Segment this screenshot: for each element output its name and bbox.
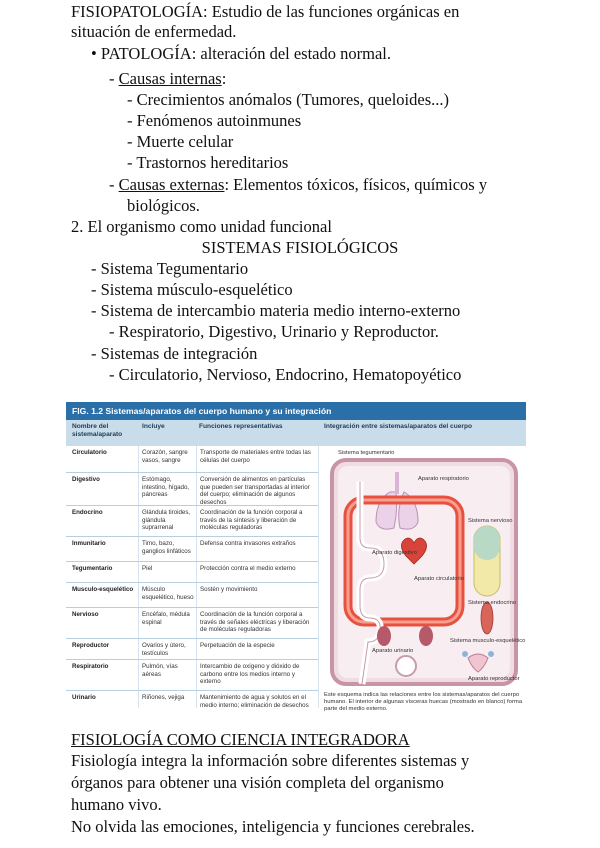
header-includes: Incluye: [142, 423, 165, 430]
row-includes: Estómago, intestino, hígado, páncreas: [142, 476, 190, 498]
table-row: [66, 506, 318, 536]
pathology-line: [91, 44, 391, 64]
row-system: Nervioso: [72, 611, 99, 618]
table-row: [66, 660, 318, 690]
kidney-left-icon: [377, 626, 391, 646]
system-item: - Sistema músculo-esquelético: [91, 280, 293, 299]
table-row: [66, 537, 318, 561]
figure-title: FIG. 1.2 Sistemas/aparatos del cuerpo humano y su integración: [66, 402, 526, 420]
figure-table-header: [66, 420, 526, 446]
integration-line: humano vivo.: [71, 795, 162, 814]
row-functions: Coordinación de la función corporal a través de la síntesis y liberación de moléculas reguladoras: [200, 509, 303, 531]
table-row: [66, 473, 318, 505]
row-includes: Músculo esquelético, hueso: [142, 586, 194, 601]
definition-text: : Estudio de las funciones orgánicas en: [203, 2, 460, 21]
label-reproductive: Aparato reproductor: [468, 676, 520, 682]
dash: -: [109, 69, 119, 88]
header-system: Nombre del sistema/aparato: [72, 423, 123, 438]
row-includes: Timo, bazo, ganglios linfáticos: [142, 540, 191, 555]
table-row: [66, 691, 318, 714]
internal-causes-label: Causas internas: [118, 69, 222, 88]
row-system: Urinario: [72, 694, 96, 701]
colon: :: [221, 69, 227, 88]
trachea: [395, 472, 399, 494]
label-endocrine: Sistema endocrino: [468, 600, 517, 606]
row-functions: Perpetuación de la especie: [200, 642, 275, 649]
row-includes: Pulmón, vías aéreas: [142, 663, 178, 678]
bullet: •: [91, 44, 97, 63]
definition-line: [71, 2, 459, 22]
internal-cause-item: - Fenómenos autoinmunes: [127, 111, 302, 130]
row-functions: Coordinación de la función corporal a través de señales eléctricas y liberación de moléculas reguladoras: [200, 611, 310, 633]
system-subitem: - Respiratorio, Digestivo, Urinario y Reproductor.: [109, 322, 439, 341]
row-includes: Ovarios y útero, testículos: [142, 642, 186, 657]
bladder-icon: [396, 656, 416, 676]
table-row: [66, 608, 318, 638]
row-system: Respiratorio: [72, 663, 109, 670]
muscle-icon: [481, 602, 493, 634]
system-item: - Sistemas de integración: [91, 344, 258, 363]
header-functions: Funciones representativas: [199, 423, 283, 430]
row-system: Musculo-esquelético: [72, 586, 134, 593]
row-system: Circulatorio: [72, 449, 107, 456]
row-functions: Intercambio de oxígeno y dióxido de carbono entre los medios interno y externo: [200, 663, 300, 685]
system-subitem: - Circulatorio, Nervioso, Endocrino, Hematopoyético: [109, 365, 462, 384]
dash: -: [109, 175, 119, 194]
row-functions: Defensa contra invasores extraños: [200, 540, 296, 547]
integration-line: Fisiología integra la información sobre diferentes sistemas y: [71, 751, 470, 770]
system-item: - Sistema de intercambio materia medio interno-externo: [91, 301, 461, 320]
integration-line: órganos para obtener una visión completa del organismo: [71, 773, 444, 792]
pathology-term: PATOLOGÍA: [100, 44, 192, 63]
external-causes-line-2: biológicos.: [127, 196, 200, 215]
ovary-left-icon: [462, 651, 468, 657]
table-row: [66, 446, 318, 472]
pathology-text: : alteración del estado normal.: [191, 44, 391, 63]
integration-line: No olvida las emociones, inteligencia y funciones cerebrales.: [71, 817, 475, 836]
row-system: Inmunitario: [72, 540, 106, 547]
row-includes: Corazón, sangre vasos, sangre: [142, 449, 188, 464]
row-system: Reproductor: [72, 642, 110, 649]
label-tegumentary: Sistema tegumentario: [338, 450, 395, 456]
row-functions: Transporte de materiales entre todas las células del cuerpo: [200, 449, 311, 464]
system-item: - Sistema Tegumentario: [91, 259, 249, 278]
kidney-right-icon: [419, 626, 433, 646]
definition-line-2: situación de enfermedad.: [71, 22, 237, 41]
figure-caption: Este esquema indica las relaciones entre los sistemas/aparatos del cuerpo humano. El interior de algunas vísceras huecas (mostrado en blanco) forma parte del medio externo.: [324, 692, 523, 713]
table-row: [66, 583, 318, 607]
label-nervous: Sistema nervioso: [468, 518, 513, 524]
table-row: [66, 562, 318, 582]
external-causes-line: [109, 175, 487, 195]
row-includes: Riñones, vejiga: [142, 694, 185, 701]
header-integration: Integración entre sistemas/aparatos del cuerpo: [324, 423, 473, 430]
definition-term: FISIOPATOLOGÍA: [71, 2, 204, 21]
label-urinary: Aparato urinario: [372, 648, 414, 654]
section-2-heading: 2. El organismo como unidad funcional: [71, 217, 332, 236]
row-functions: Mantenimiento de agua y solutos en el medio interno; eliminación de desechos: [200, 694, 309, 709]
external-causes-text: : Elementos tóxicos, físicos, químicos y: [224, 175, 488, 194]
row-includes: Encéfalo, médula espinal: [142, 611, 190, 626]
row-functions: Protección contra el medio externo: [200, 565, 296, 572]
label-circulatory: Aparato circulatorio: [414, 576, 464, 582]
row-includes: Piel: [142, 565, 153, 572]
label-respiratory: Aparato respiratorio: [418, 476, 469, 482]
label-musculoskeletal: Sistema musculo-esquelético: [450, 638, 526, 644]
row-system: Digestivo: [72, 476, 100, 483]
internal-cause-item: - Muerte celular: [127, 132, 234, 151]
internal-cause-item: - Crecimientos anómalos (Tumores, queloides...): [127, 90, 450, 109]
table-row: [66, 639, 318, 659]
row-functions: Sostén y movimiento: [200, 586, 258, 593]
internal-causes-line: [109, 69, 226, 89]
row-system: Tegumentario: [72, 565, 113, 572]
systems-heading: SISTEMAS FISIOLÓGICOS: [201, 238, 399, 257]
row-functions: Conversión de alimentos en partículas que pueden ser transportadas al interior del cuerpo; eliminación de algunos desechos: [200, 476, 310, 506]
label-digestive: Aparato digestivo: [372, 550, 417, 556]
row-includes: Glándula tiroides, glándula suprarrenal: [142, 509, 191, 531]
figure-body-systems: [66, 402, 526, 714]
integration-diagram: [318, 446, 526, 692]
internal-cause-item: - Trastornos hereditarios: [127, 153, 289, 172]
ovary-right-icon: [488, 651, 494, 657]
nervous-pill-top: [474, 526, 500, 560]
external-causes-label: Causas externas: [118, 175, 225, 194]
row-system: Endocrino: [72, 509, 103, 516]
integration-heading: FISIOLOGÍA COMO CIENCIA INTEGRADORA: [71, 730, 410, 749]
